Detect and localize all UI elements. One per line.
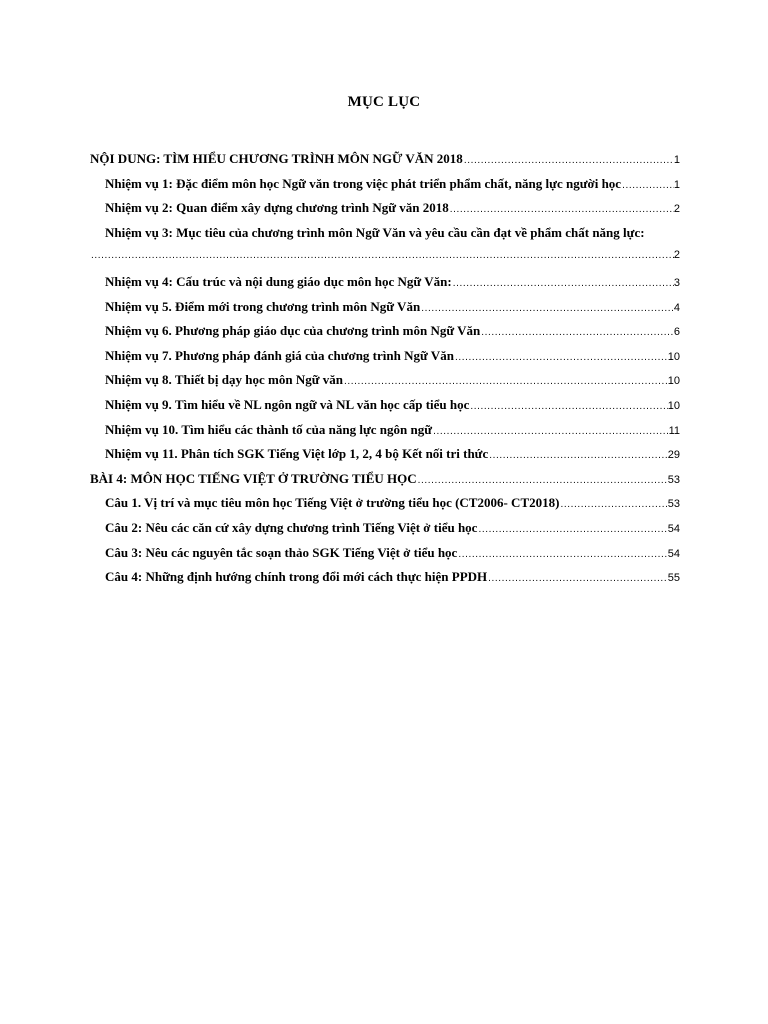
toc-entry[interactable]: [90, 274, 680, 299]
toc-dot-leader: [487, 573, 668, 584]
toc-entry-page: 10: [667, 375, 680, 388]
toc-entry-page: 1: [673, 178, 680, 191]
toc-dot-leader: [477, 524, 667, 535]
toc-entry-label: Nhiệm vụ 7. Phương pháp đánh giá của chương trình Ngữ Văn: [105, 347, 454, 363]
toc-entry-page: 11: [668, 424, 680, 437]
toc-dot-leader: [449, 204, 674, 215]
toc-entry-label: BÀI 4: MÔN HỌC TIẾNG VIỆT Ở TRƯỜNG TIỂU HỌC: [90, 470, 417, 486]
table-of-contents: [90, 151, 680, 594]
toc-entry-page: 2: [673, 249, 680, 262]
toc-entry-page: 3: [673, 276, 680, 289]
toc-entry-label: Nhiệm vụ 9. Tìm hiểu về NL ngôn ngữ và NL văn học cấp tiểu học: [105, 396, 470, 412]
toc-dot-leader: [452, 278, 674, 289]
toc-entry[interactable]: [90, 225, 680, 274]
toc-entry-label: Câu 2: Nêu các căn cứ xây dựng chương trình Tiếng Việt ở tiểu học: [105, 519, 478, 535]
toc-entry-page: 4: [673, 301, 680, 314]
toc-dot-leader: [90, 250, 674, 261]
toc-entry-label: Nhiệm vụ 1: Đặc điểm môn học Ngữ văn trong việc phát triển phẩm chất, năng lực người học: [105, 175, 622, 191]
toc-entry[interactable]: [90, 545, 680, 570]
toc-entry[interactable]: [90, 446, 680, 471]
toc-entry-page: 1: [673, 154, 680, 166]
toc-entry-page: 10: [667, 399, 680, 412]
toc-entry-page: 54: [667, 522, 680, 535]
toc-entry[interactable]: [90, 200, 680, 225]
toc-entry[interactable]: [90, 372, 680, 397]
toc-dot-leader: [457, 549, 667, 560]
toc-entry-label: Câu 3: Nêu các nguyên tắc soạn thảo SGK Tiếng Việt ở tiểu học: [105, 544, 458, 560]
toc-dot-leader: [469, 401, 667, 412]
toc-dot-leader: [480, 327, 674, 338]
toc-entry-label: Nhiệm vụ 8. Thiết bị dạy học môn Ngữ văn: [105, 372, 343, 388]
toc-entry[interactable]: [90, 151, 680, 176]
toc-entry-page: 55: [667, 572, 680, 585]
toc-entry[interactable]: [90, 422, 680, 447]
toc-entry[interactable]: [90, 495, 680, 520]
toc-entry-label: Nhiệm vụ 5. Điểm mới trong chương trình môn Ngữ Văn: [105, 298, 421, 314]
toc-entry[interactable]: [90, 348, 680, 373]
toc-entry[interactable]: [90, 176, 680, 201]
toc-entry-label: Nhiệm vụ 6. Phương pháp giáo dục của chương trình môn Ngữ Văn: [105, 323, 481, 339]
toc-entry-page: 53: [667, 473, 680, 486]
toc-dot-leader: [417, 475, 668, 486]
toc-entry-label: Nhiệm vụ 10. Tìm hiểu các thành tố của năng lực ngôn ngữ: [105, 421, 433, 437]
toc-entry-page: 54: [667, 547, 680, 560]
toc-entry-label: Nhiệm vụ 2: Quan điểm xây dựng chương trình Ngữ văn 2018: [105, 200, 449, 216]
toc-entry-label: Câu 1. Vị trí và mục tiêu môn học Tiếng Việt ở trường tiểu học (CT2006- CT2018): [105, 495, 560, 511]
toc-entry-continuation: [90, 249, 680, 274]
toc-dot-leader: [621, 180, 674, 191]
toc-entry-page: 53: [667, 498, 680, 511]
toc-entry[interactable]: [90, 299, 680, 324]
toc-entry[interactable]: [90, 323, 680, 348]
toc-dot-leader: [432, 426, 669, 437]
toc-entry-page: 29: [667, 449, 680, 462]
toc-entry-label: Nhiệm vụ 3: Mục tiêu của chương trình môn Ngữ Văn và yêu cầu cần đạt về phẩm chất năng lực:: [105, 224, 645, 240]
toc-entry[interactable]: [90, 569, 680, 594]
toc-dot-leader: [463, 155, 674, 166]
toc-dot-leader: [454, 352, 668, 363]
toc-entry-label: Câu 4: Những định hướng chính trong đổi mới cách thực hiện PPDH: [105, 569, 488, 585]
toc-entry[interactable]: [90, 397, 680, 422]
toc-entry-page: 6: [673, 326, 680, 339]
toc-entry-label: Nhiệm vụ 11. Phân tích SGK Tiếng Việt lớp 1, 2, 4 bộ Kết nối tri thức: [105, 446, 489, 462]
toc-entry-label: NỘI DUNG: TÌM HIỂU CHƯƠNG TRÌNH MÔN NGỮ VĂN 2018: [90, 151, 463, 166]
toc-entry-label: Nhiệm vụ 4: Cấu trúc và nội dung giáo dục môn học Ngữ Văn:: [105, 273, 452, 289]
toc-title: MỤC LỤC: [347, 94, 421, 110]
toc-entry[interactable]: [90, 520, 680, 545]
toc-dot-leader: [343, 376, 668, 387]
toc-entry[interactable]: [90, 471, 680, 496]
toc-dot-leader: [559, 499, 667, 510]
toc-dot-leader: [488, 450, 668, 461]
toc-dot-leader: [420, 303, 674, 314]
toc-entry-page: 10: [667, 350, 680, 363]
toc-entry-page: 2: [673, 203, 680, 216]
